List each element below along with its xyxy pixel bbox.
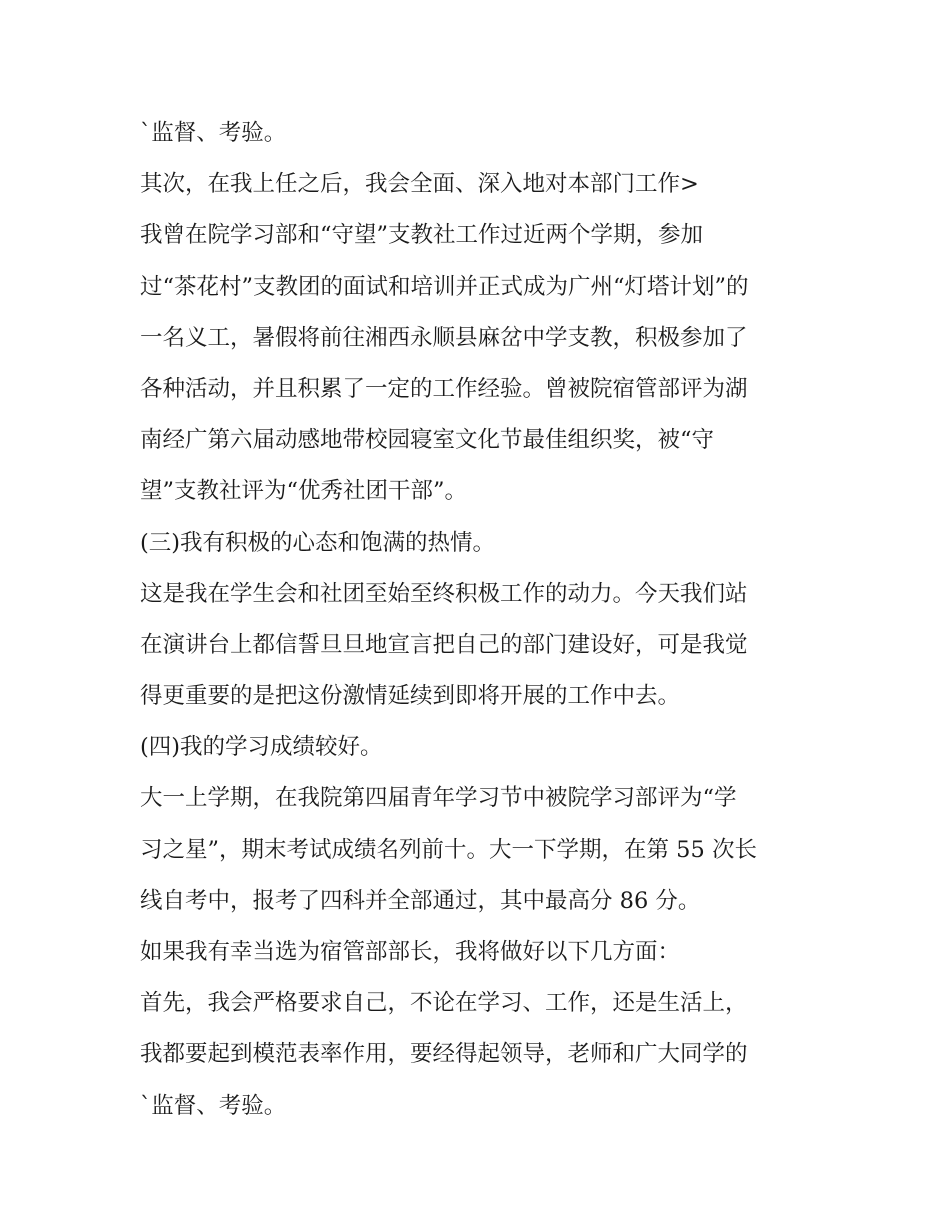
document-body bbox=[140, 108, 820, 1132]
text-line: 得更重要的是把这份激情延续到即将开展的工作中去。 bbox=[140, 683, 681, 710]
text-line: 一名义工，暑假将前往湘西永顺县麻岔中学支教，积极参加了 bbox=[140, 324, 748, 351]
text-line: 我曾在院学习部和“守望”支教社工作过近两个学期，参加 bbox=[140, 222, 704, 249]
text-line: 各种活动，并且积累了一定的工作经验。曾被院宿管部评为湖 bbox=[140, 375, 748, 402]
text-line: 望”支教社评为“优秀社团干部”。 bbox=[140, 478, 468, 505]
text-line: `监督、考验。 bbox=[140, 120, 287, 146]
text-line: 如果我有幸当选为宿管部部长，我将做好以下几方面： bbox=[140, 939, 681, 965]
text-line: 其次，在我上任之后，我会全面、深入地对本部门工作> bbox=[140, 171, 699, 198]
text-line: 南经广第六届动感地带校园寝室文化节最佳组织奖，被“守 bbox=[140, 427, 715, 454]
section-heading: (三)我有积极的心态和饱满的热情。 bbox=[140, 529, 496, 556]
text-line: 大一上学期，在我院第四届青年学习节中被院学习部评为“学 bbox=[140, 785, 737, 812]
text-line: 过“茶花村”支教团的面试和培训并正式成为广州“灯塔计划”的 bbox=[140, 273, 749, 300]
text-line: 线自考中，报考了四科并全部通过，其中最高分 86 分。 bbox=[140, 887, 701, 914]
section-heading: (四)我的学习成绩较好。 bbox=[140, 734, 383, 761]
text-line: 习之星”，期末考试成绩名列前十。大一下学期，在第 55 次长 bbox=[140, 836, 757, 863]
text-line: 在演讲台上都信誓旦旦地宣言把自己的部门建设好，可是我觉 bbox=[140, 631, 748, 658]
text-line: 我都要起到模范表率作用，要经得起领导，老师和广大同学的 bbox=[140, 1041, 748, 1068]
text-line: 首先，我会严格要求自己，不论在学习、工作，还是生活上， bbox=[140, 990, 748, 1017]
text-line: `监督、考验。 bbox=[140, 1092, 287, 1119]
text-line: 这是我在学生会和社团至始至终积极工作的动力。今天我们站 bbox=[140, 580, 748, 607]
